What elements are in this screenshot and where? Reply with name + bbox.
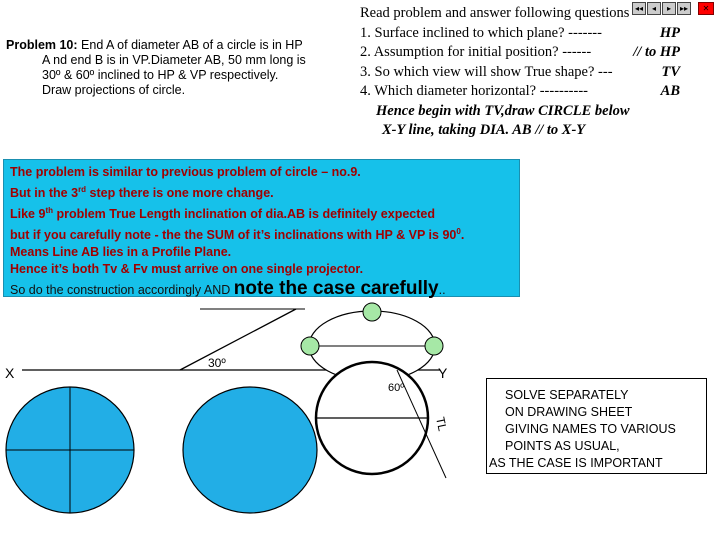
question-text: 3. So which view will show True shape? --- [360,63,613,80]
note-line-7: So do the construction accordingly AND note the case carefully.. [10,278,446,300]
question-text: 2. Assumption for initial position? ------ [360,44,592,60]
note-line-1: The problem is similar to previous problem of circle – no.9. [10,165,361,179]
problem-line-3: 30º & 60º inclined to HP & VP respectively. [42,68,279,82]
solve-line-3: GIVING NAMES TO VARIOUS [505,422,676,436]
question-text: 4. Which diameter horizontal? ---------- [360,83,588,99]
note-line-2: But in the 3rd step there is one more change. [10,185,274,201]
tl-label: TL [433,415,450,433]
solve-line-2: ON DRAWING SHEET [505,405,633,419]
point-marker [425,337,443,355]
answer-text: // to HP [633,44,680,60]
edge-view-line [180,309,296,370]
point-marker [363,303,381,321]
last-slide-button[interactable]: ▸▸ [677,2,691,15]
solve-instructions-box [486,378,707,474]
note-emphasis: note the case carefully [233,278,439,300]
answer-text: HP [659,24,680,41]
note-line-3: Like 9th problem True Length inclination of dia.AB is definitely expected [10,206,435,222]
answer-text: AB [660,83,680,99]
questions-title: Read problem and answer following questions [360,5,630,21]
problem-line-2: A nd end B is in VP.Diameter AB, 50 mm long is [42,53,306,67]
solve-line-1: SOLVE SEPARATELY [505,388,629,402]
problem-line-1: End A of diameter AB of a circle is in HP [77,38,303,52]
problem-title: Problem 10: [6,38,78,52]
point-marker [301,337,319,355]
solve-line-5: AS THE CASE IS IMPORTANT [489,456,663,470]
y-label: Y [438,365,448,381]
next-slide-button[interactable]: ▸ [662,2,676,15]
hint-line-2: X-Y line, taking DIA. AB // to X-Y [382,122,586,138]
x-label: X [5,365,15,381]
first-slide-button[interactable]: ◂◂ [632,2,646,15]
note-line-5: Means Line AB lies in a Profile Plane. [10,245,232,260]
angle-30-label: 30º [208,356,226,370]
problem-line-4: Draw projections of circle. [42,83,186,97]
question-text: 1. Surface inclined to which plane? ------- [360,24,602,41]
answer-text: TV [661,63,680,80]
close-button[interactable]: ✕ [698,2,714,15]
front-view-ellipse [183,387,317,513]
note-line-4: but if you carefully note - the the SUM of it’s inclinations with HP & VP is $90^0$. [10,227,465,243]
solve-line-4: POINTS AS USUAL, [505,439,620,453]
angle-60-label: 60º [388,382,405,394]
hint-line-1: Hence begin with TV,draw CIRCLE below [376,102,630,119]
note-line-6: Hence it’s both Tv & Fv must arrive on one single projector. [10,262,364,277]
previous-slide-button[interactable]: ◂ [647,2,661,15]
